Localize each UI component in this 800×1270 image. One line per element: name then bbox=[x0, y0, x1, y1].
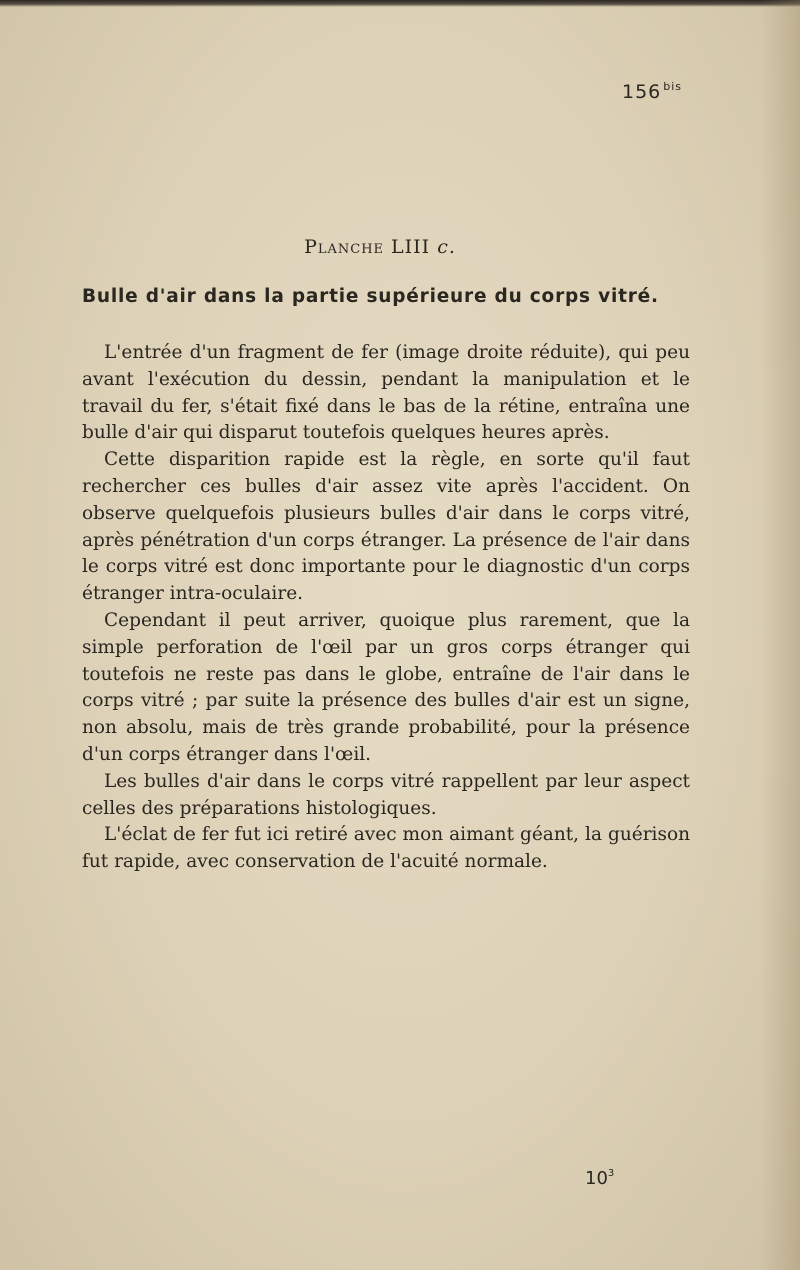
signature-mark-superscript: 3 bbox=[607, 1168, 615, 1179]
signature-mark-main: 10 bbox=[585, 1168, 608, 1189]
signature-mark bbox=[585, 1168, 614, 1189]
page-number bbox=[622, 80, 682, 103]
paragraph: Les bulles d'air dans le corps vitré rappellent par leur aspect celles des préparations histologiques. bbox=[82, 770, 690, 819]
page-number-main: 156 bbox=[622, 81, 662, 103]
page-number-suffix: bis bbox=[663, 80, 683, 93]
paragraph: Cette disparition rapide est la règle, en sorte qu'il faut rechercher ces bulles d'air assez vite après l'accident. On observe quelquefois plusieurs bulles d'air dans le corps vitré, après pénétration d'un corps étranger. La présence de l'air dans le corps vitré est donc importante pour le diagnostic d'un corps étranger intra-oculaire. bbox=[82, 449, 690, 605]
plate-subtitle: Bulle d'air dans la partie supérieure du corps vitré. bbox=[82, 286, 659, 307]
plate-letter: c. bbox=[437, 236, 456, 258]
paragraph: L'éclat de fer fut ici retiré avec mon aimant géant, la guérison fut rapide, avec conservation de l'acuité normale. bbox=[82, 824, 690, 873]
page-top-edge bbox=[0, 0, 800, 7]
body-text bbox=[82, 340, 690, 876]
paragraph: L'entrée d'un fragment de fer (image droite réduite), qui peu avant l'exécution du dessin, pendant la manipulation et le travail du fer, s'était fixé dans le bas de la rétine, entraîna une bulle d'air qui disparut toutefois quelques heures après. bbox=[82, 342, 690, 444]
plate-label: Planche LIII bbox=[304, 236, 431, 258]
page-edge-shadow bbox=[760, 0, 800, 1270]
plate-title bbox=[0, 236, 760, 258]
paragraph: Cependant il peut arriver, quoique plus rarement, que la simple perforation de l'œil par un gros corps étranger qui toutefois ne reste pas dans le globe, entraîne de l'air dans le corps vitré ; par suite la présence des bulles d'air est un signe, non absolu, mais de très grande probabilité, pour la présence d'un corps étranger dans l'œil. bbox=[82, 609, 690, 765]
